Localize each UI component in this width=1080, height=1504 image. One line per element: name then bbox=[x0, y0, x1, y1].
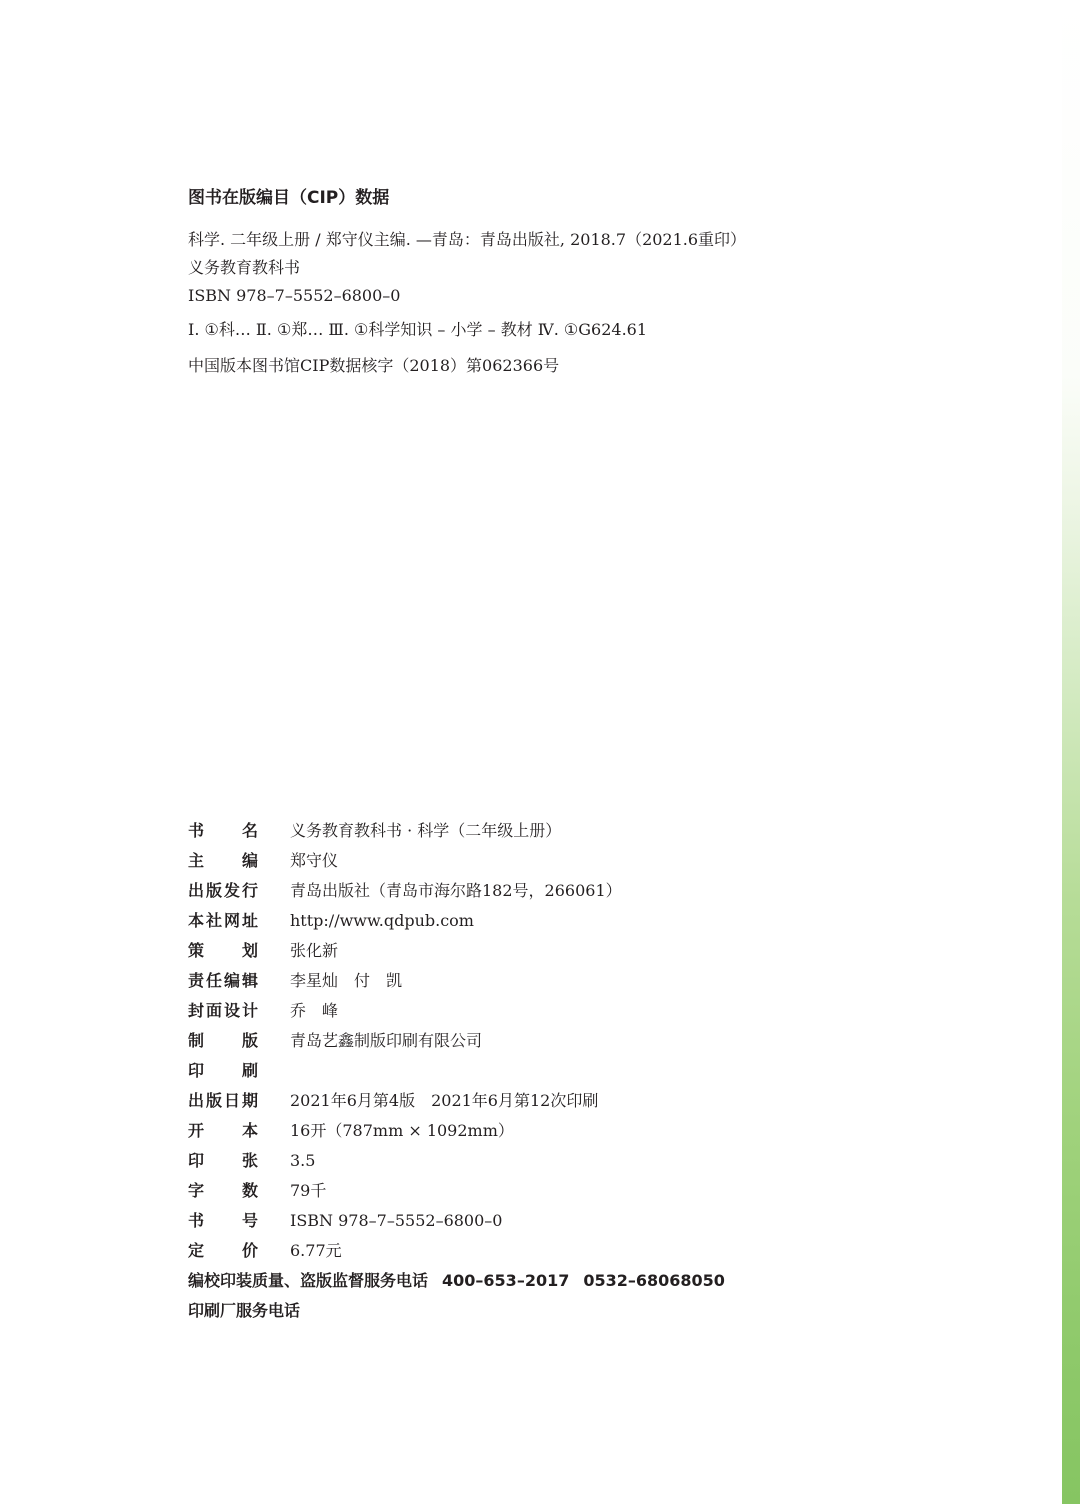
imprint-label bbox=[188, 1148, 258, 1174]
imprint-label bbox=[188, 938, 258, 964]
imprint-label-char: 计 bbox=[241, 1001, 258, 1020]
cip-classification-line: Ⅰ. ①科… Ⅱ. ①郑… Ⅲ. ①科学知识 – 小学 – 教材 Ⅳ. ①G624.61 bbox=[188, 320, 648, 339]
imprint-label-char: 辑 bbox=[241, 971, 258, 990]
imprint-row bbox=[188, 1178, 1008, 1208]
imprint-value: 79千 bbox=[290, 1181, 327, 1200]
cip-title-line: 科学. 二年级上册 / 郑守仪主编. —青岛：青岛出版社, 2018.7（2021.6重印） bbox=[188, 230, 747, 249]
imprint-label-char: 责 bbox=[188, 971, 205, 990]
imprint-row bbox=[188, 938, 1008, 968]
imprint-label bbox=[188, 878, 258, 904]
imprint-label-char: 版 bbox=[205, 881, 222, 900]
imprint-label bbox=[188, 1208, 258, 1234]
imprint-label-char: 社 bbox=[205, 911, 222, 930]
imprint-label-char: 策 bbox=[188, 941, 205, 960]
imprint-label-char: 定 bbox=[188, 1241, 205, 1260]
imprint-label-char: 字 bbox=[188, 1181, 205, 1200]
imprint-label-char: 书 bbox=[188, 1211, 205, 1230]
imprint-label-char: 本 bbox=[188, 911, 205, 930]
imprint-label bbox=[188, 998, 258, 1024]
imprint-label-char: 任 bbox=[205, 971, 222, 990]
imprint-label bbox=[188, 848, 258, 874]
imprint-value: 16开（787mm × 1092mm） bbox=[290, 1121, 514, 1140]
imprint-label-char: 划 bbox=[241, 941, 258, 960]
imprint-value: 青岛出版社（青岛市海尔路182号，266061） bbox=[290, 881, 622, 900]
imprint-row bbox=[188, 1088, 1008, 1118]
imprint-label bbox=[188, 1238, 258, 1264]
imprint-label-char: 版 bbox=[241, 1031, 258, 1050]
imprint-label-char: 发 bbox=[223, 881, 240, 900]
imprint-label-char: 名 bbox=[241, 821, 258, 840]
imprint-label bbox=[188, 1058, 258, 1084]
printer-hotline bbox=[188, 1298, 1008, 1328]
imprint-label-char: 数 bbox=[241, 1181, 258, 1200]
imprint-label bbox=[188, 1028, 258, 1054]
imprint-label-char: 日 bbox=[223, 1091, 240, 1110]
imprint-value: http://www.qdpub.com bbox=[290, 911, 474, 930]
imprint-label-char: 价 bbox=[241, 1241, 258, 1260]
cip-heading: 图书在版编目（CIP）数据 bbox=[188, 188, 390, 208]
green-page-edge bbox=[1062, 0, 1080, 1504]
imprint-value: ISBN 978–7–5552–6800–0 bbox=[290, 1211, 503, 1230]
imprint-value: 乔 峰 bbox=[290, 1001, 339, 1020]
imprint-label-char: 号 bbox=[241, 1211, 258, 1230]
imprint-row bbox=[188, 1238, 1008, 1268]
printer-hotline-label: 印刷厂服务电话 bbox=[188, 1301, 301, 1320]
imprint-label-char: 主 bbox=[188, 851, 205, 870]
imprint-row bbox=[188, 848, 1008, 878]
cip-isbn-line: ISBN 978–7–5552–6800–0 bbox=[188, 286, 401, 305]
quality-hotline-label: 编校印装质量、盗版监督服务电话 bbox=[188, 1271, 429, 1290]
imprint-row bbox=[188, 1148, 1008, 1178]
imprint-row bbox=[188, 1028, 1008, 1058]
imprint-label bbox=[188, 1178, 258, 1204]
imprint-label-char: 网 bbox=[223, 911, 240, 930]
imprint-value: 义务教育教科书 · 科学（二年级上册） bbox=[290, 821, 562, 840]
imprint-label-char: 版 bbox=[205, 1091, 222, 1110]
imprint-label-char: 张 bbox=[241, 1151, 258, 1170]
imprint-block bbox=[188, 818, 1008, 1328]
imprint-value: 6.77元 bbox=[290, 1241, 342, 1260]
imprint-label bbox=[188, 1088, 258, 1114]
cip-series-line: 义务教育教科书 bbox=[188, 258, 301, 277]
imprint-label bbox=[188, 908, 258, 934]
imprint-label-char: 制 bbox=[188, 1031, 205, 1050]
imprint-value: 郑守仪 bbox=[290, 851, 339, 870]
imprint-label-char: 编 bbox=[223, 971, 240, 990]
imprint-label-char: 面 bbox=[205, 1001, 222, 1020]
imprint-label-char: 出 bbox=[188, 1091, 205, 1110]
imprint-row bbox=[188, 1118, 1008, 1148]
imprint-value: 3.5 bbox=[290, 1151, 316, 1170]
imprint-value: 李星灿 付 凯 bbox=[290, 971, 403, 990]
imprint-row bbox=[188, 968, 1008, 998]
imprint-label-char: 设 bbox=[223, 1001, 240, 1020]
imprint-row bbox=[188, 878, 1008, 908]
imprint-label-char: 编 bbox=[241, 851, 258, 870]
imprint-label-char: 开 bbox=[188, 1121, 205, 1140]
imprint-value: 张化新 bbox=[290, 941, 339, 960]
quality-hotline bbox=[188, 1268, 1008, 1298]
cip-verification-line: 中国版本图书馆CIP数据核字（2018）第062366号 bbox=[188, 356, 560, 375]
quality-hotline-number-2: 0532–68068050 bbox=[583, 1271, 725, 1290]
imprint-label-char: 书 bbox=[188, 821, 205, 840]
imprint-row bbox=[188, 998, 1008, 1028]
imprint-label-char: 刷 bbox=[241, 1061, 258, 1080]
imprint-label-char: 印 bbox=[188, 1061, 205, 1080]
imprint-row bbox=[188, 818, 1008, 848]
cip-data-block bbox=[188, 186, 1008, 382]
imprint-label-char: 行 bbox=[241, 881, 258, 900]
imprint-row bbox=[188, 908, 1008, 938]
imprint-value: 青岛艺鑫制版印刷有限公司 bbox=[290, 1031, 483, 1050]
imprint-label-char: 址 bbox=[241, 911, 258, 930]
imprint-label-char: 期 bbox=[241, 1091, 258, 1110]
imprint-label-char: 印 bbox=[188, 1151, 205, 1170]
imprint-label bbox=[188, 818, 258, 844]
imprint-value: 2021年6月第4版 2021年6月第12次印刷 bbox=[290, 1091, 599, 1110]
imprint-row bbox=[188, 1058, 1008, 1088]
imprint-label bbox=[188, 1118, 258, 1144]
imprint-label-char: 封 bbox=[188, 1001, 205, 1020]
imprint-label-char: 出 bbox=[188, 881, 205, 900]
imprint-row bbox=[188, 1208, 1008, 1238]
quality-hotline-number-1: 400–653–2017 bbox=[442, 1271, 570, 1290]
imprint-label-char: 本 bbox=[241, 1121, 258, 1140]
imprint-label bbox=[188, 968, 258, 994]
